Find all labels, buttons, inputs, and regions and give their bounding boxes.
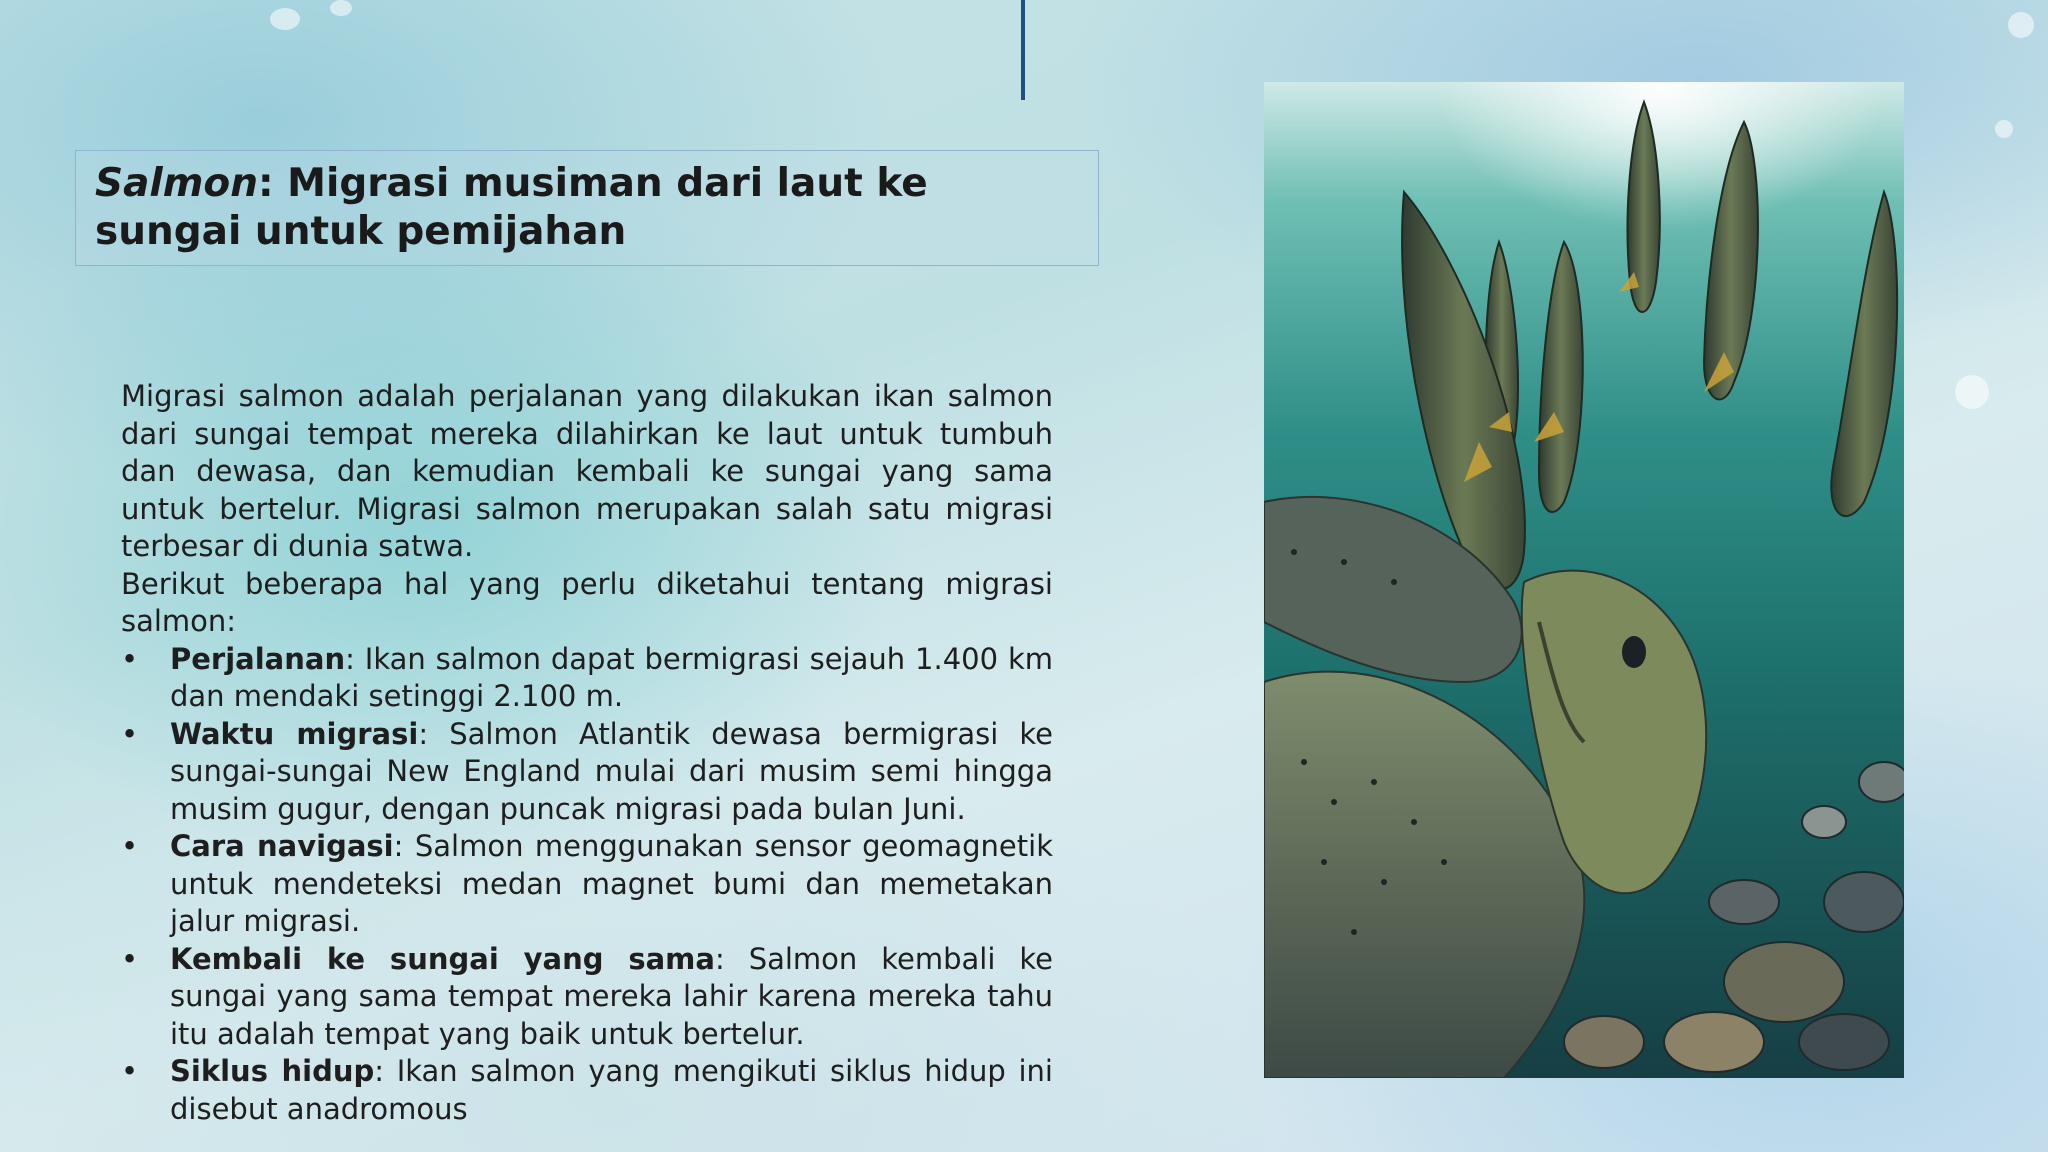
bullet-term: Waktu migrasi [170,716,419,751]
slide-title [95,160,1055,256]
list-item [121,716,1053,829]
bullet-icon: • [121,641,139,676]
list-item [121,1053,1053,1128]
background-splash [1955,375,1989,409]
bullet-term: Cara navigasi [170,829,394,863]
bullet-text: : Ikan salmon yang mengikuti siklus hidup ini disebut anadromous [170,1054,1053,1126]
list-item [121,941,1053,1054]
bullet-icon: • [121,1054,139,1088]
lead-paragraph: Berikut beberapa hal yang perlu diketahui tentang migrasi salmon: [121,566,1053,638]
slide-title-emphasis: Salmon [95,161,258,206]
bullet-icon: • [121,716,139,751]
background-splash [270,8,300,30]
salmon-underwater-photo-icon [1264,82,1904,1078]
bullet-list [121,641,1053,1129]
bullet-term: Siklus hidup [170,1054,375,1088]
bullet-term: Kembali ke sungai yang sama [170,941,715,976]
salmon-photo [1264,82,1904,1078]
slide-title-rest: : Migrasi musiman dari laut ke sungai untuk pemijahan [95,161,928,254]
background-splash [1995,120,2013,138]
list-item [121,641,1053,716]
bullet-term: Perjalanan [170,641,346,676]
bullet-text: : Ikan salmon dapat bermigrasi sejauh 1.400 km dan mendaki setinggi 2.100 m. [170,641,1053,713]
intro-paragraph: Migrasi salmon adalah perjalanan yang dilakukan ikan salmon dari sungai tempat mereka dilahirkan ke laut untuk tumbuh dan dewasa, dan kemudian kembali ke sungai yang sama untuk bertelur. Migrasi salmon merupakan salah satu migrasi terbesar di dunia satwa. [121,379,1053,563]
bullet-icon: • [121,829,139,863]
accent-line [1021,0,1025,100]
background-splash [2008,12,2034,38]
bullet-text: : Salmon menggunakan sensor geomagnetik untuk mendeteksi medan magnet bumi dan memetakan jalur migrasi. [170,829,1053,938]
background-splash [330,0,352,16]
bullet-text: : Salmon Atlantik dewasa bermigrasi ke sungai-sungai New England mulai dari musim semi hingga musim gugur, dengan puncak migrasi pada bulan Juni. [170,716,1053,826]
body-text [121,378,1053,1128]
bullet-icon: • [121,941,139,976]
list-item [121,828,1053,941]
bullet-text: : Salmon kembali ke sungai yang sama tempat mereka lahir karena mereka tahu itu adalah tempat yang baik untuk bertelur. [170,941,1053,1051]
